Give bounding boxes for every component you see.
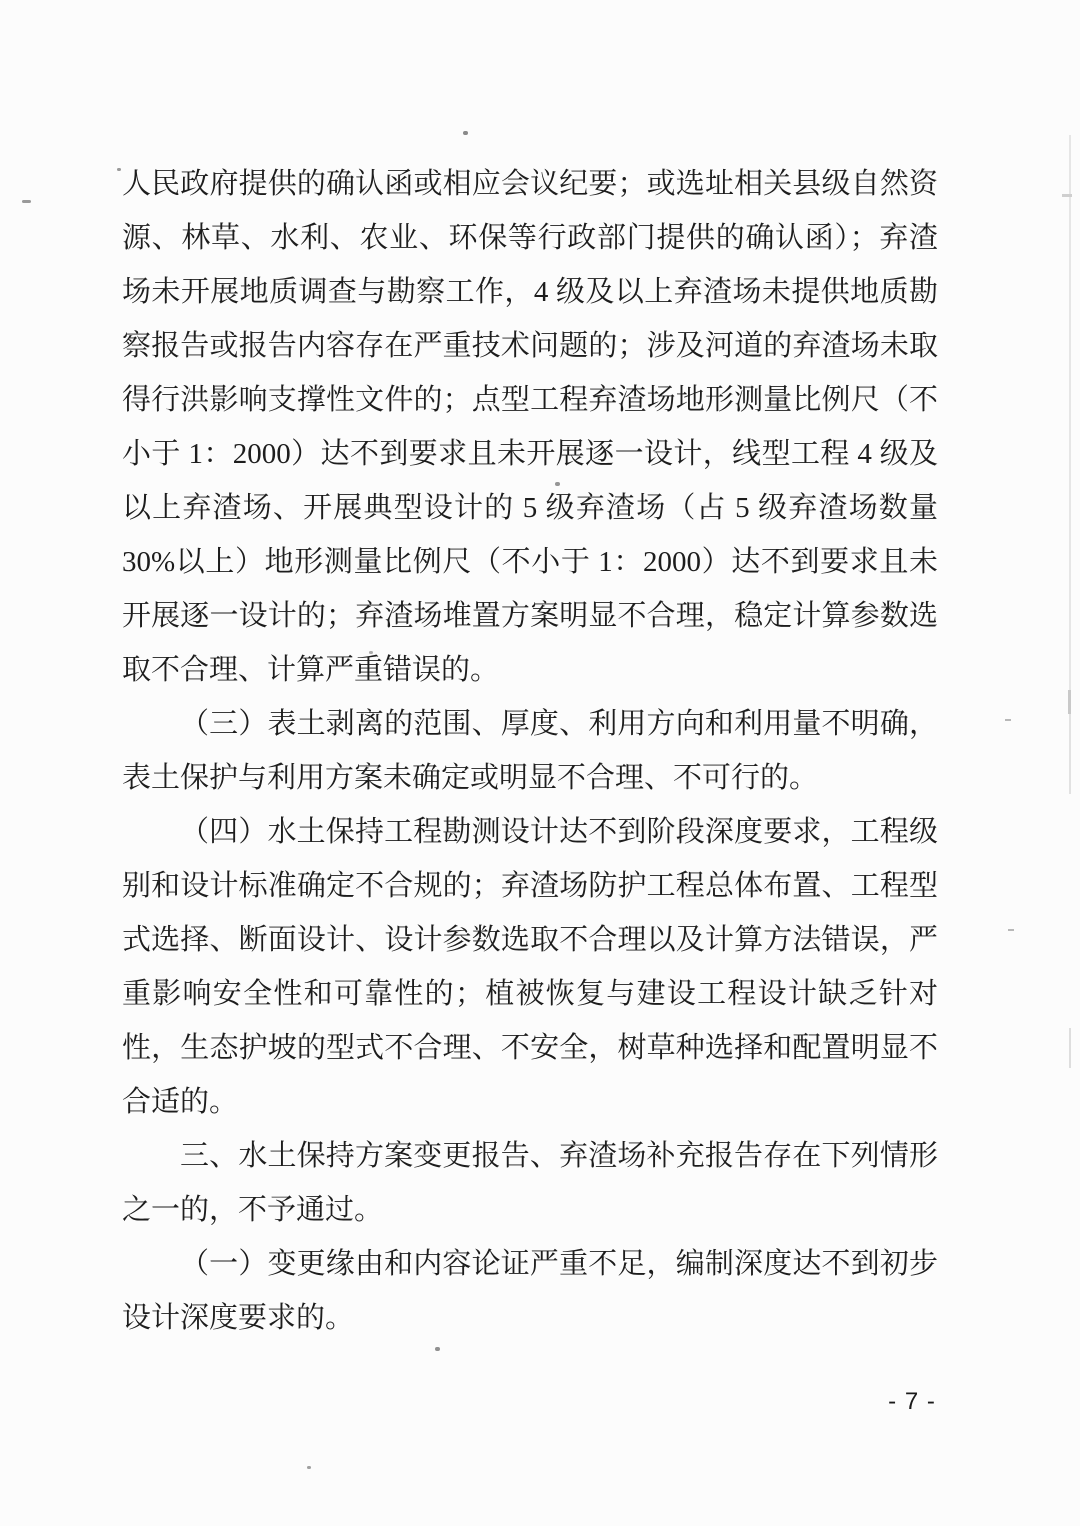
scan-artifact-speck <box>435 1347 440 1351</box>
page-number: - 7 - <box>888 1388 936 1415</box>
scan-artifact-vertical-line <box>1069 135 1071 695</box>
scan-artifact-speck <box>1008 929 1014 931</box>
document-line: 开展逐一设计的；弃渣场堆置方案明显不合理，稳定计算参数选 <box>122 600 938 632</box>
document-line: 性，生态护坡的型式不合理、不安全，树草种选择和配置明显不 <box>122 1032 938 1064</box>
scan-artifact-speck <box>1005 719 1011 721</box>
document-line: 式选择、断面设计、设计参数选取不合理以及计算方法错误，严 <box>122 924 938 956</box>
scan-artifact-vertical-line <box>1069 1028 1071 1068</box>
document-line: 人民政府提供的确认函或相应会议纪要；或选址相关县级自然资 <box>122 168 938 200</box>
document-line: 场未开展地质调查与勘察工作，4 级及以上弃渣场未提供地质勘 <box>122 276 938 308</box>
document-line: 设计深度要求的。 <box>122 1302 355 1334</box>
document-body <box>122 157 938 1345</box>
document-line: 30%以上）地形测量比例尺（不小于 1：2000）达不到要求且未 <box>122 546 938 578</box>
document-line: 合适的。 <box>122 1086 239 1118</box>
document-line: 表土保护与利用方案未确定或明显不合理、不可行的。 <box>122 762 819 794</box>
scan-artifact-speck <box>463 131 468 135</box>
document-line: 得行洪影响支撑性文件的；点型工程弃渣场地形测量比例尺（不 <box>122 384 938 416</box>
document-line: 察报告或报告内容存在严重技术问题的；涉及河道的弃渣场未取 <box>122 330 938 362</box>
document-line: 重影响安全性和可靠性的；植被恢复与建设工程设计缺乏针对 <box>122 978 938 1010</box>
scan-artifact-speck <box>22 200 31 203</box>
document-line: 以上弃渣场、开展典型设计的 5 级弃渣场（占 5 级弃渣场数量 <box>122 492 938 524</box>
document-line: 小于 1：2000）达不到要求且未开展逐一设计，线型工程 4 级及 <box>122 438 938 470</box>
scan-artifact-dash <box>1062 194 1072 197</box>
scan-artifact-speck <box>307 1466 311 1469</box>
document-line: （三）表土剥离的范围、厚度、利用方向和利用量不明确， <box>180 708 938 740</box>
document-line: 取不合理、计算严重错误的。 <box>122 654 500 686</box>
document-line: 别和设计标准确定不合规的；弃渣场防护工程总体布置、工程型 <box>122 870 938 902</box>
document-line: 三、水土保持方案变更报告、弃渣场补充报告存在下列情形 <box>180 1140 938 1172</box>
document-line: 源、林草、水利、农业、环保等行政部门提供的确认函）；弃渣 <box>122 222 938 254</box>
document-line: （四）水土保持工程勘测设计达不到阶段深度要求，工程级 <box>180 816 938 848</box>
document-line: 之一的，不予通过。 <box>122 1194 384 1226</box>
document-line: （一）变更缘由和内容论证严重不足，编制深度达不到初步 <box>180 1248 938 1280</box>
scan-artifact-speck <box>117 168 121 171</box>
scan-artifact-vertical-line <box>1069 714 1071 794</box>
scan-artifact-vertical-line <box>1068 690 1071 714</box>
